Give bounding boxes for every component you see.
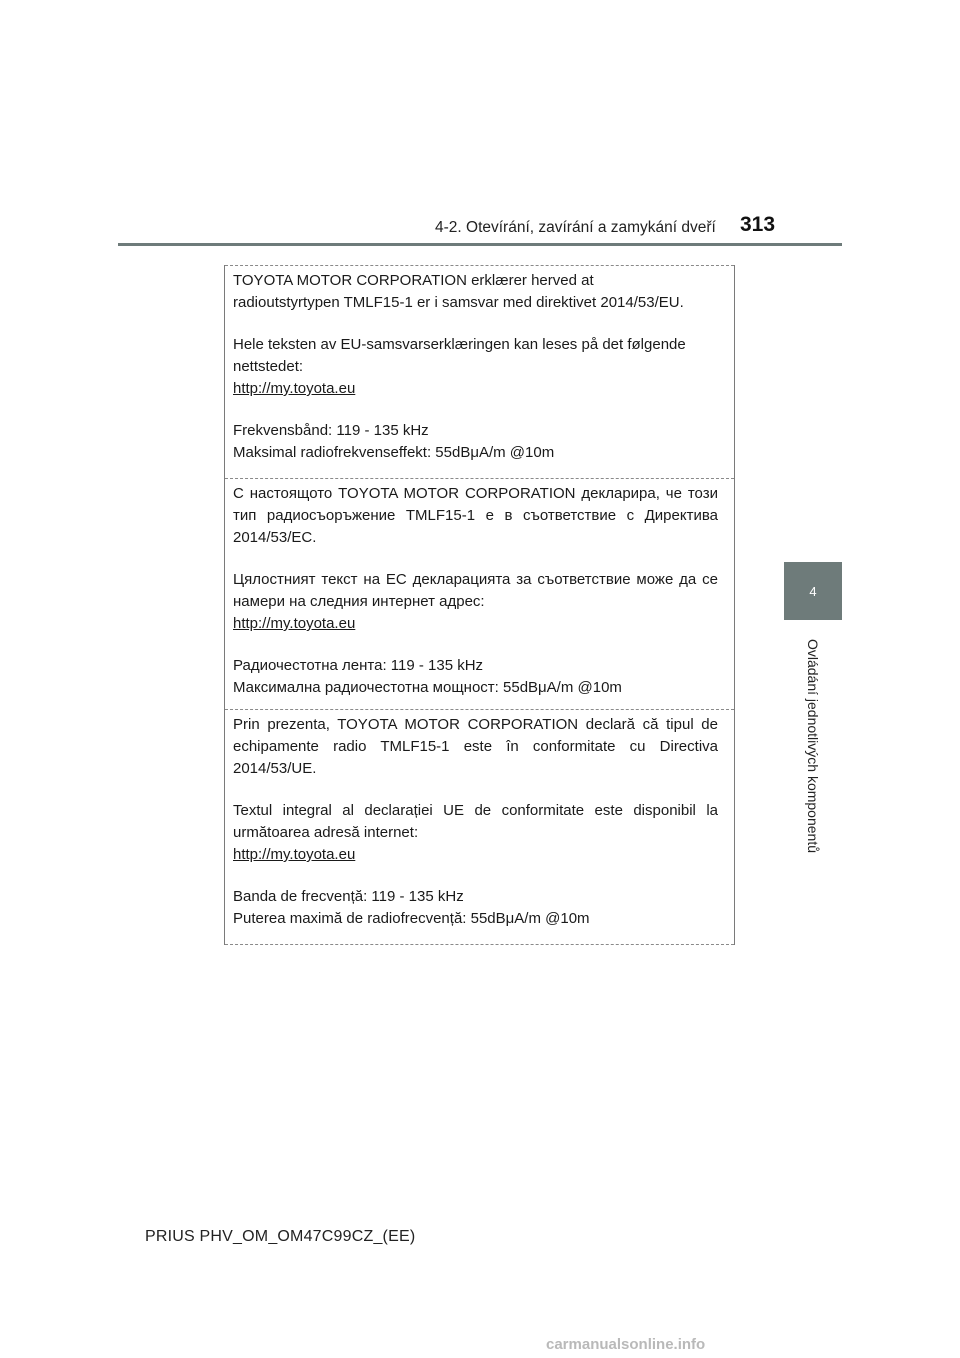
fulltext-line: Hele teksten av EU-samsvarserklæringen kan leses på det følgende xyxy=(233,336,686,353)
chapter-number: 4 xyxy=(809,583,817,599)
declaration-text: С настоящото TOYOTA MOTOR CORPORATION декларира, че този тип радиосъоръжение TMLF15-1 е в съответствие с Директива 2014/53/ЕС. xyxy=(233,485,718,546)
max-power: Maksimal radiofrekvenseffekt: 55dBμA/m @10m xyxy=(233,444,555,461)
declaration-block-bulgarian xyxy=(225,478,734,709)
chapter-tab xyxy=(784,562,842,620)
declaration-line: radioutstyrtypen TMLF15-1 er i samsvar med direktivet 2014/53/EU. xyxy=(233,294,684,311)
header-divider xyxy=(118,243,842,246)
section-title: 4-2. Otevírání, zavírání a zamykání dveří xyxy=(435,219,716,236)
max-power: Puterea maximă de radiofrecvență: 55dBμA/m @10m xyxy=(233,910,590,927)
fulltext-text: Textul integral al declarației UE de conformitate este disponibil la următoarea adresă internet: xyxy=(233,802,718,841)
frequency-band: Frekvensbånd: 119 - 135 kHz xyxy=(233,422,429,439)
toyota-url-link[interactable]: http://my.toyota.eu xyxy=(233,846,356,863)
declaration-text: Prin prezenta, TOYOTA MOTOR CORPORATION declară că tipul de echipamente radio TMLF15-1 este în conformitate cu Directiva 2014/53/UE. xyxy=(233,716,718,777)
watermark: carmanualsonline.info xyxy=(546,1336,706,1353)
toyota-url-link[interactable]: http://my.toyota.eu xyxy=(233,380,356,397)
toyota-url-link[interactable]: http://my.toyota.eu xyxy=(233,615,356,632)
frequency-band: Радиочестотна лента: 119 - 135 kHz xyxy=(233,657,484,674)
declaration-block-romanian xyxy=(225,709,734,945)
max-power: Максимална радиочестотна мощност: 55dBμA/m @10m xyxy=(233,679,622,696)
chapter-title: Ovládání jednotlivých komponentů xyxy=(805,638,821,854)
declaration-box xyxy=(224,265,735,945)
declaration-block-norwegian xyxy=(225,265,734,478)
fulltext-text: Цялостният текст на ЕС декларацията за съответствие може да се намери на следния интернет адрес: xyxy=(233,571,718,610)
document-id: PRIUS PHV_OM_OM47C99CZ_(EE) xyxy=(145,1228,416,1245)
declaration-line: TOYOTA MOTOR CORPORATION erklærer herved at xyxy=(233,272,594,289)
fulltext-line: nettstedet: xyxy=(233,358,304,375)
page-number: 313 xyxy=(740,213,776,236)
frequency-band: Banda de frecvență: 119 - 135 kHz xyxy=(233,888,464,905)
